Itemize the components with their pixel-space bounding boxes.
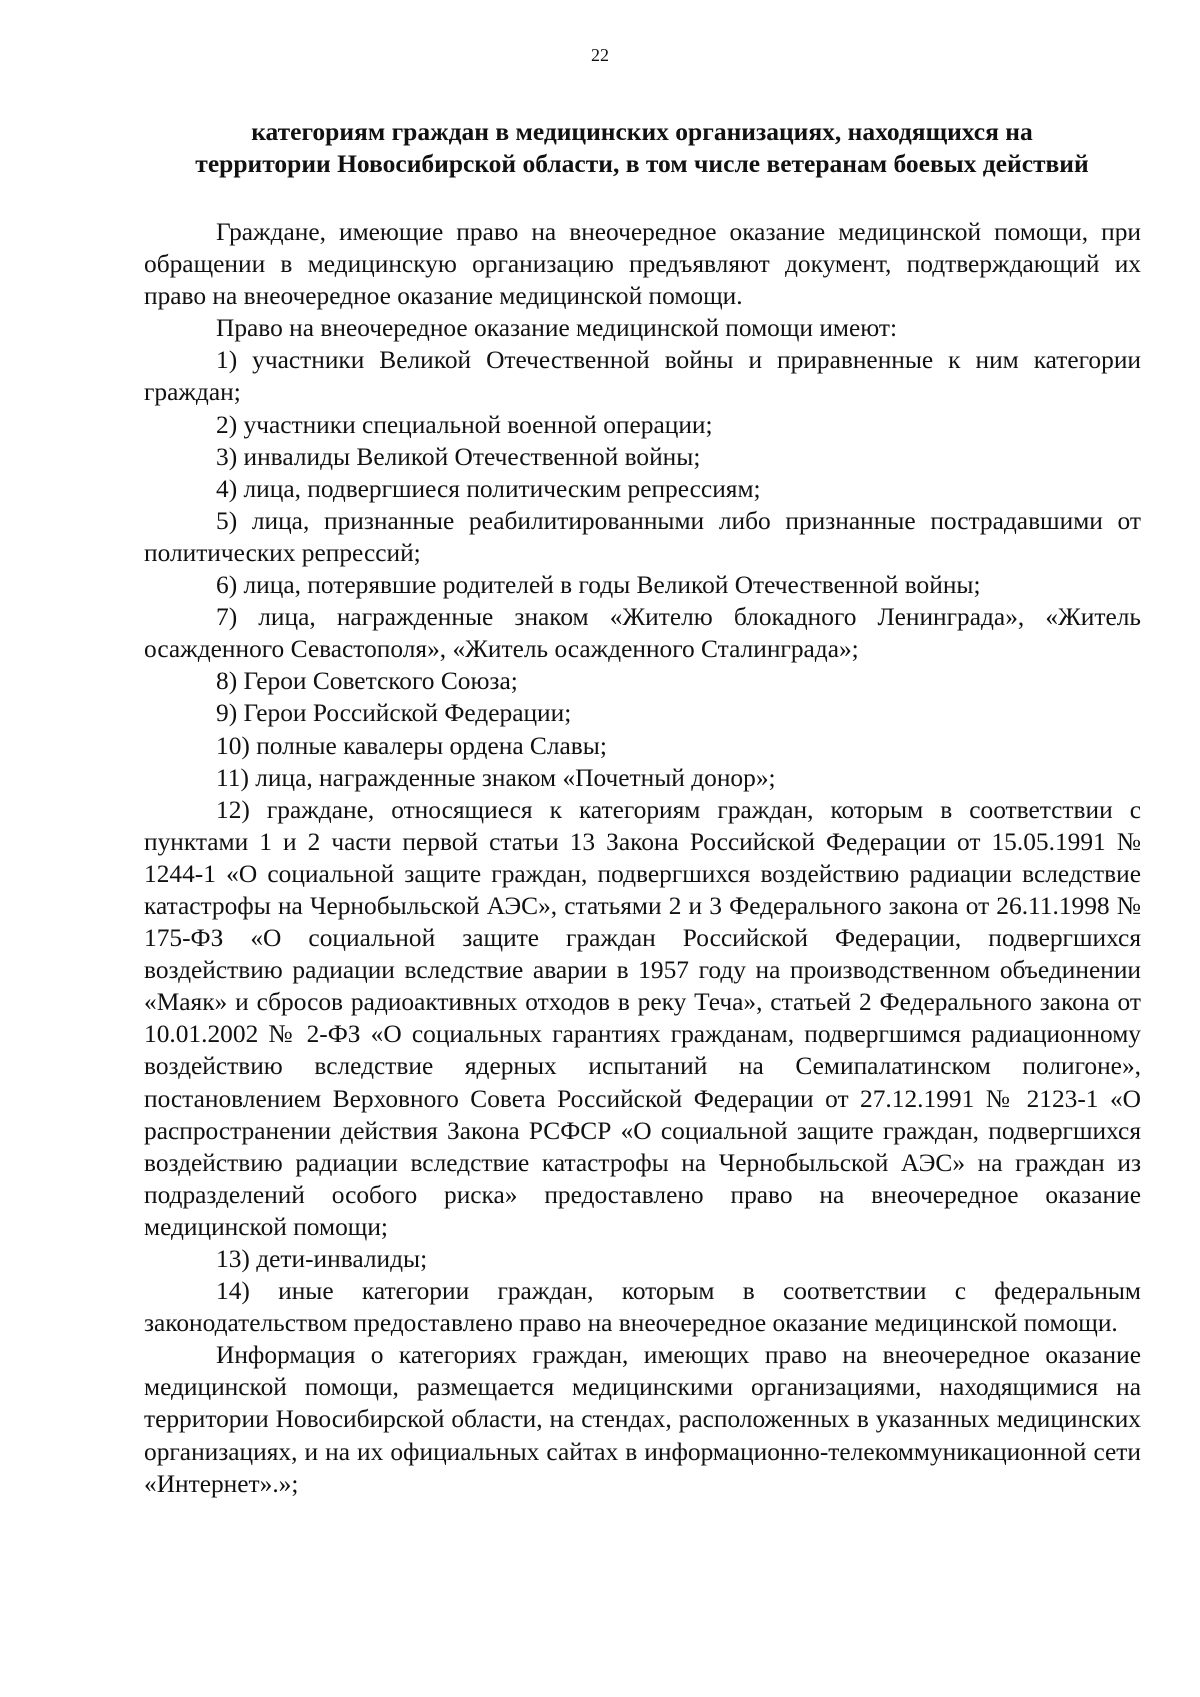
list-item: 8) Герои Советского Союза; bbox=[216, 667, 518, 696]
document-body bbox=[144, 216, 1141, 1500]
list-item: 3) инвалиды Великой Отечественной войны; bbox=[216, 442, 701, 471]
list-item: 13) дети-инвалиды; bbox=[216, 1245, 428, 1273]
section-heading bbox=[144, 116, 1140, 180]
list-item: 7) лица, награжденные знаком «Жителю блокадного Ленинграда», «Житель осажденного Севастополя», «Житель осажденного Сталинграда»; bbox=[144, 603, 1141, 664]
list-item: 11) лица, награжденные знаком «Почетный донор»; bbox=[216, 763, 776, 792]
list-item: 2) участники специальной военной операции; bbox=[216, 410, 713, 439]
list-item: 6) лица, потерявшие родителей в годы Великой Отечественной войны; bbox=[216, 571, 981, 600]
list-item: 4) лица, подвергшиеся политическим репрессиям; bbox=[216, 474, 761, 503]
closing-paragraph: Информация о категориях граждан, имеющих право на внеочередное оказание медицинской помощи, размещается медицинскими организациями, находящимися на территории Новосибирской области, на стендах, расположенных в указанных медицинских организациях, и на их официальных сайтах в информационно-телекоммуникационной сети «Интернет».»; bbox=[144, 1341, 1141, 1498]
list-item: 5) лица, признанные реабилитированными либо признанные пострадавшими от политических репрессий; bbox=[144, 506, 1141, 567]
intro-paragraph: Граждане, имеющие право на внеочередное оказание медицинской помощи, при обращении в медицинскую организацию предъявляют документ, подтверждающий их право на внеочередное оказание медицинской помощи. bbox=[144, 218, 1141, 311]
page-number: 22 bbox=[591, 45, 609, 65]
list-item: 9) Герои Российской Федерации; bbox=[216, 699, 572, 728]
list-item: 12) граждане, относящиеся к категориям граждан, которым в соответствии с пунктами 1 и 2 части первой статьи 13 Закона Российской Федерации от 15.05.1991 № 1244-1 «О социальной защите граждан, подвергшихся воздействию радиации вследствие катастрофы на Чернобыльской АЭС», статьями 2 и 3 Федерального закона от 26.11.1998 № 175-ФЗ «О социальной защите граждан Российской Федерации, подвергшихся воздействию радиации вследствие аварии в 1957 году на производственном объединении «Маяк» и сбросов радиоактивных отходов в реку Теча», статьей 2 Федерального закона от 10.01.2002 № 2-ФЗ «О социальных гарантиях гражданам, подвергшимся радиационному воздействию вследствие ядерных испытаний на Семипалатинском полигоне», постановлением Верховного Совета Российской Федерации от 27.12.1991 № 2123-1 «О распространении действия Закона РСФСР «О социальной защите граждан, подвергшихся воздействию радиации вследствие катастрофы на Чернобыльской АЭС» на граждан из подразделений особого риска» предоставлено право на внеочередное оказание медицинской помощи; bbox=[144, 795, 1141, 1241]
heading-line: территории Новосибирской области, в том числе ветеранам боевых действий bbox=[195, 149, 1089, 178]
list-intro-paragraph: Право на внеочередное оказание медицинской помощи имеют: bbox=[216, 314, 898, 343]
list-item: 1) участники Великой Отечественной войны и приравненные к ним категории граждан; bbox=[144, 346, 1141, 407]
heading-line: категориям граждан в медицинских организациях, находящихся на bbox=[251, 117, 1033, 146]
list-item: 14) иные категории граждан, которым в соответствии с федеральным законодательством предоставлено право на внеочередное оказание медицинской помощи. bbox=[144, 1277, 1141, 1338]
list-item: 10) полные кавалеры ордена Славы; bbox=[216, 731, 607, 760]
